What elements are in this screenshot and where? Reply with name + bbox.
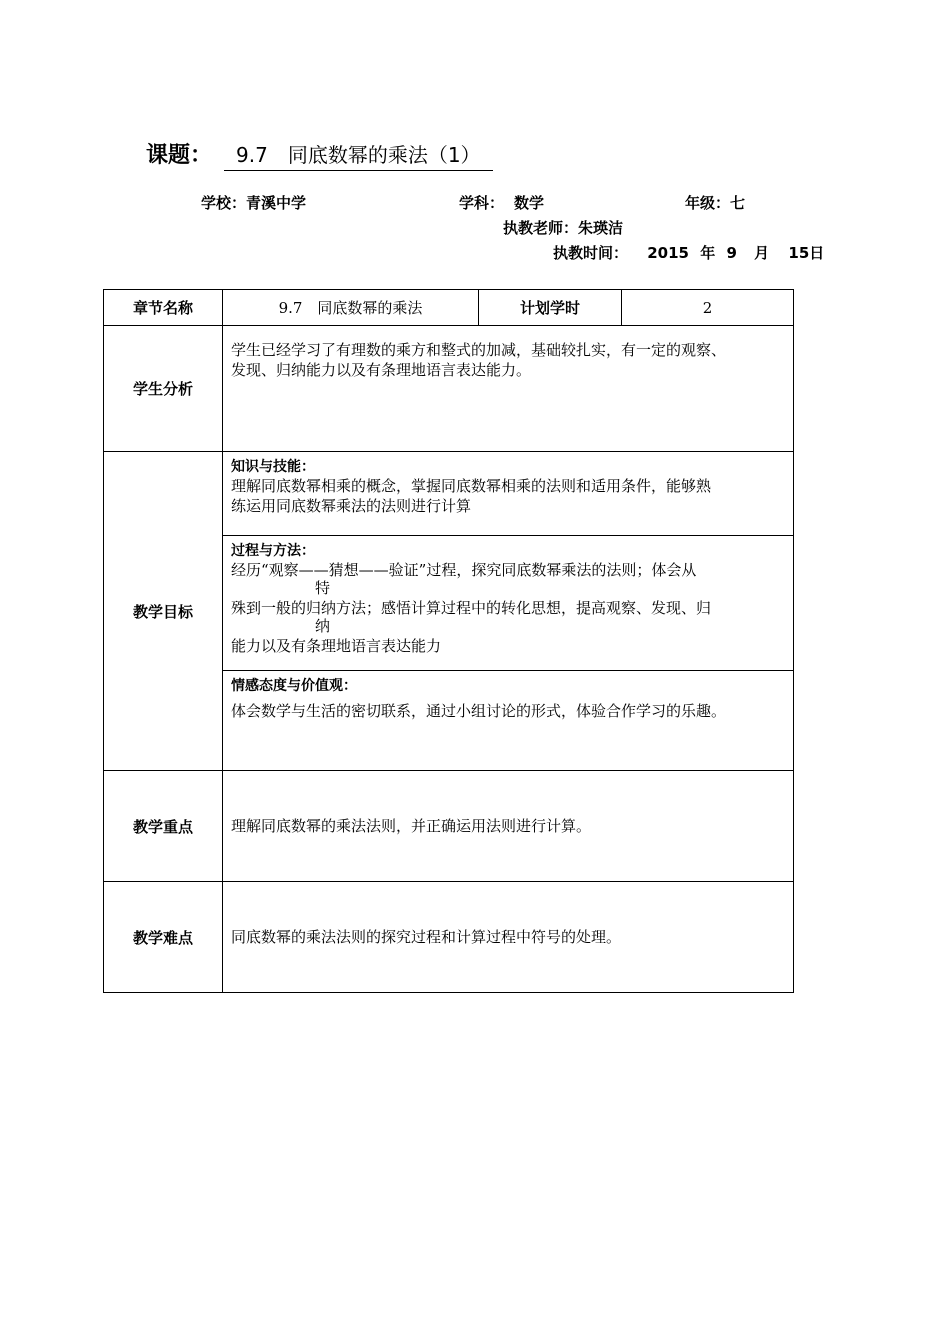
- chapter-row: [104, 290, 794, 326]
- key-text: 理解同底数幂的乘法法则，并正确运用法则进行计算。: [231, 817, 592, 835]
- subject-info: [459, 192, 544, 213]
- lesson-plan-table: [103, 289, 794, 993]
- student-label: 学生分析: [104, 326, 223, 452]
- time-label: 执教时间：: [553, 244, 629, 262]
- teacher-name: 朱瑛洁: [578, 219, 624, 237]
- knowledge-row: [104, 452, 794, 536]
- attitude-cell: [223, 671, 794, 771]
- time-year-unit: 年: [700, 244, 716, 262]
- process-line-2: 殊到一般的归纳方法；感悟计算过程中的转化思想，提高观察、发现、归: [231, 599, 712, 617]
- subject-name: 数学: [514, 194, 545, 212]
- knowledge-line-2: 练运用同底数幂乘法的法则进行计算: [231, 497, 472, 515]
- student-row: [104, 326, 794, 452]
- process-heading: 过程与方法：: [231, 543, 315, 559]
- teacher-info: [503, 217, 623, 238]
- school-info: [201, 192, 306, 213]
- key-label: 教学重点: [104, 771, 223, 882]
- attitude-heading: 情感态度与价值观：: [231, 678, 357, 694]
- knowledge-line-1: 理解同底数幂相乘的概念，掌握同底数幂相乘的法则和适用条件，能够熟: [231, 477, 712, 495]
- attitude-text: 体会数学与生活的密切联系，通过小组讨论的形式，体验合作学习的乐趣。: [231, 702, 727, 720]
- chapter-label: 章节名称: [104, 290, 223, 326]
- grade-info: [685, 192, 745, 213]
- title-label: 课题：: [146, 143, 213, 168]
- time-year: 2015: [647, 244, 689, 262]
- school-label: 学校：: [201, 194, 247, 212]
- time-info: [553, 242, 824, 263]
- teacher-label: 执教老师：: [503, 219, 579, 237]
- time-day-unit: 日: [809, 244, 825, 262]
- hours-value: 2: [622, 290, 794, 326]
- difficulty-label: 教学难点: [104, 882, 223, 993]
- time-month-unit: 月: [754, 244, 770, 262]
- key-cell: [223, 771, 794, 882]
- process-line-3: 能力以及有条理地语言表达能力: [231, 637, 442, 655]
- key-row: [104, 771, 794, 882]
- difficulty-row: [104, 882, 794, 993]
- hours-label: 计划学时: [479, 290, 622, 326]
- student-cell: [223, 326, 794, 452]
- time-day: 15: [788, 244, 810, 262]
- difficulty-cell: [223, 882, 794, 993]
- student-line-1: 学生已经学习了有理数的乘方和整式的加减，基础较扎实，有一定的观察、: [231, 341, 727, 359]
- goals-label: 教学目标: [104, 452, 223, 771]
- process-wrap-1: 特: [315, 579, 331, 597]
- page-title: [146, 138, 493, 171]
- chapter-value: 9.7 同底数幂的乘法: [223, 290, 479, 326]
- lesson-title: 9.7 同底数幂的乘法（1）: [224, 139, 493, 171]
- process-cell: [223, 536, 794, 671]
- knowledge-cell: [223, 452, 794, 536]
- difficulty-text: 同底数幂的乘法法则的探究过程和计算过程中符号的处理。: [231, 928, 622, 946]
- process-wrap-2: 纳: [315, 617, 331, 635]
- process-line-1: 经历“观察——猜想——验证”过程，探究同底数幂乘法的法则；体会从: [231, 561, 697, 579]
- time-month: 9: [726, 244, 737, 262]
- school-name: 青溪中学: [246, 194, 307, 212]
- knowledge-heading: 知识与技能：: [231, 459, 315, 475]
- grade-value: 七: [730, 194, 746, 212]
- grade-label: 年级：: [685, 194, 731, 212]
- student-line-2: 发现、归纳能力以及有条理地语言表达能力。: [231, 361, 532, 379]
- subject-label: 学科：: [459, 194, 505, 212]
